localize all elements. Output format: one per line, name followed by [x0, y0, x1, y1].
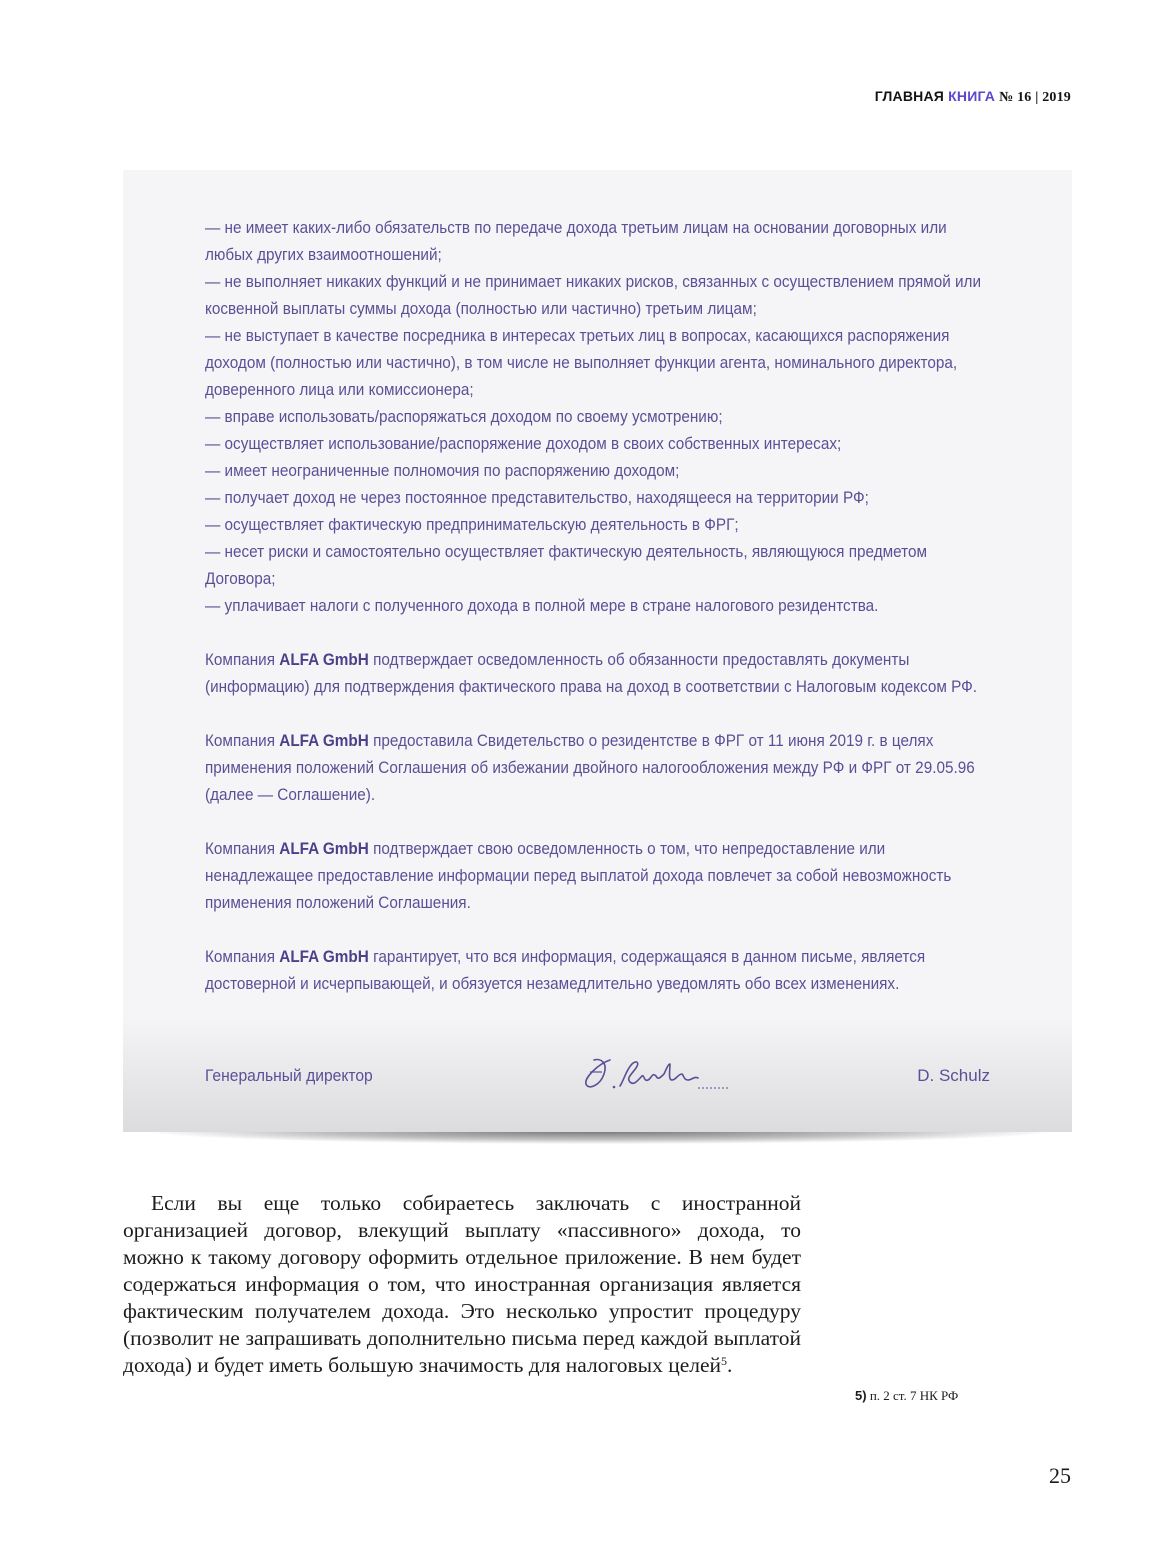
company-prefix: Компания	[205, 650, 276, 669]
letter-text	[205, 214, 991, 997]
signatory-name: D. Schulz	[917, 1066, 990, 1085]
signatory-title: Генеральный директор	[205, 1066, 373, 1085]
bullet-item: — не выступает в качестве посредника в интересах третьих лиц в вопросах, касающихся распоряжения доходом (полностью или частично), в том числе не выполняет функции агента, номинального директора, доверенного лица или комиссионера;	[205, 326, 958, 399]
paragraph-text: подтверждает свою осведомленность о том, что непредоставление или ненадлежащее предоставление информации перед выплатой дохода повлечет за собой невозможность применения положений Соглашения.	[205, 839, 952, 912]
bullet-item: — несет риски и самостоятельно осуществляет фактическую деятельность, являющуюся предметом Договора;	[205, 542, 928, 588]
brand-title-part2: КНИГА	[948, 88, 996, 104]
running-head	[875, 88, 1071, 106]
paragraph-text: подтверждает осведомленность об обязанности предоставлять документы (информацию) для подтверждения фактического права на доход в соответствии с Налоговым кодексом РФ.	[205, 650, 978, 696]
bullet-item: — получает доход не через постоянное представительство, находящееся на территории РФ;	[205, 488, 869, 507]
signature-row	[205, 1060, 990, 1100]
company-name: ALFA GmbH	[279, 947, 369, 966]
body-paragraph	[123, 1190, 801, 1379]
company-prefix: Компания	[205, 947, 276, 966]
footnote-text: п. 2 ст. 7 НК РФ	[869, 1388, 959, 1403]
footnote-number: 5)	[855, 1388, 867, 1403]
letter-paragraph	[205, 943, 991, 997]
bullet-item: — уплачивает налоги с полученного дохода в полной мере в стране налогового резидентства.	[205, 596, 879, 615]
bullet-item: — имеет неограниченные полномочия по распоряжению доходом;	[205, 461, 680, 480]
bullet-item: — не выполняет никаких функций и не принимает никаких рисков, связанных с осуществлением прямой или косвенной выплаты суммы дохода (полностью или частично) третьим лицам;	[205, 272, 982, 318]
company-name: ALFA GmbH	[279, 650, 369, 669]
company-name: ALFA GmbH	[279, 839, 369, 858]
company-prefix: Компания	[205, 731, 276, 750]
footnote-reference[interactable]: 5	[721, 1354, 728, 1368]
company-prefix: Компания	[205, 839, 276, 858]
footnote	[855, 1388, 958, 1404]
page-number: 25	[1049, 1463, 1071, 1488]
paragraph-text: гарантирует, что вся информация, содержащаяся в данном письме, является достоверной и исчерпывающей, и обязуется незамедлительно уведомлять обо всех изменениях.	[205, 947, 926, 993]
letter-panel	[123, 170, 1072, 1132]
body-text: Если вы еще только собираетесь заключать с иностранной организацией договор, влекущий выплату «пассивного» дохода, то можно к такому договору оформить отдельное приложение. В нем будет содержаться информация о том, что иностранная организация является фактическим получателем дохода. Это несколько упростит процедуру (позволит не запрашивать дополнительно письма перед каждой выплатой дохода) и будет иметь большую значимость для налоговых целей	[123, 1191, 801, 1377]
bullet-item: — вправе использовать/распоряжаться доходом по своему усмотрению;	[205, 407, 723, 426]
bullet-item: — осуществляет фактическую предпринимательскую деятельность в ФРГ;	[205, 515, 739, 534]
company-name: ALFA GmbH	[279, 731, 369, 750]
bullet-item: — осуществляет использование/распоряжение доходом в своих собственных интересах;	[205, 434, 842, 453]
handwritten-signature	[580, 1050, 740, 1100]
body-text-end: .	[727, 1353, 733, 1377]
letter-paragraph	[205, 646, 991, 700]
bullet-list	[205, 214, 991, 619]
issue-number: № 16 | 2019	[999, 90, 1071, 105]
brand-title-part1: ГЛАВНАЯ	[874, 88, 945, 104]
letter-paragraph	[205, 727, 991, 808]
letter-paragraph	[205, 835, 991, 916]
bullet-item: — не имеет каких-либо обязательств по передаче дохода третьим лицам на основании договорных или любых других взаимоотношений;	[205, 218, 947, 264]
paragraph-text: предоставила Свидетельство о резидентстве в ФРГ от 11 июня 2019 г. в целях применения положений Соглашения об избежании двойного налогообложения между РФ и ФРГ от 29.05.96 (далее — Соглашение).	[205, 731, 975, 804]
